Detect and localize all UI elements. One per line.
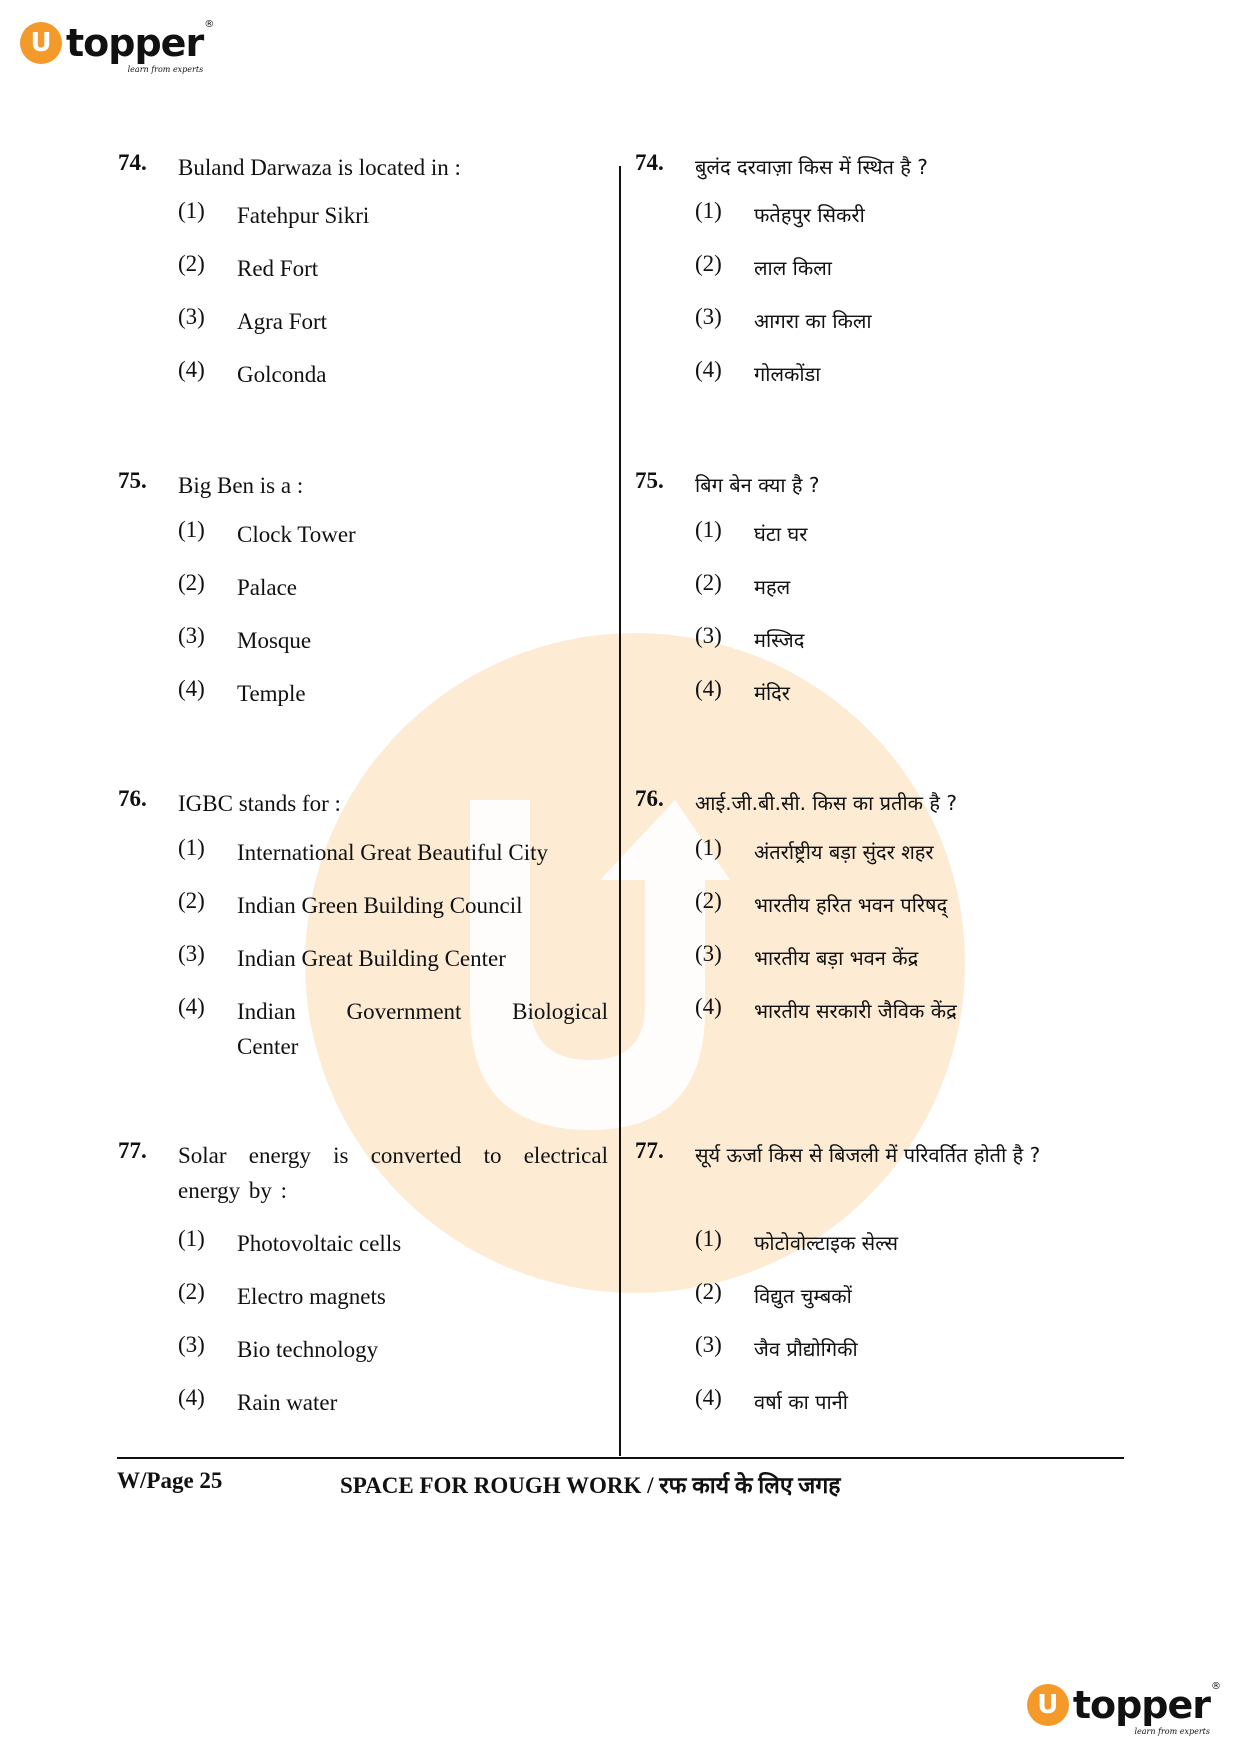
option-text: Indian Great Building Center [237,946,506,971]
option-text: Clock Tower [237,522,356,547]
option-text: भारतीय सरकारी जैविक केंद्र [754,999,957,1023]
option-number: (3) [178,1332,205,1357]
option-text: Indian Green Building Council [237,893,523,918]
option-number: (2) [178,1279,205,1304]
question-number: 75. [635,468,664,493]
logo-badge: U [20,22,62,64]
option-number: (4) [178,357,205,382]
option-text: विद्युत चुम्बकों [754,1284,852,1308]
option-text: Temple [237,681,306,706]
logo-wordmark [66,19,214,65]
column-divider [619,166,621,1456]
logo-name: topper [1072,1683,1210,1727]
option-number: (3) [178,623,205,648]
option-text: मस्जिद [754,628,805,652]
option-text: मंदिर [754,681,790,705]
option-number: (3) [695,623,722,648]
option-number: (3) [695,1332,722,1357]
logo-name: topper [66,21,204,65]
option-text: आगरा का किला [754,309,872,333]
logo-tagline: learn from experts [127,65,204,74]
option-text: Golconda [237,362,327,387]
question-text: आई.जी.बी.सी. किस का प्रतीक है ? [695,791,957,815]
option-number: (4) [178,994,205,1019]
question-number: 74. [635,150,664,175]
option-text: महल [754,575,791,599]
option-number: (2) [695,1279,722,1304]
option-number: (1) [695,517,722,542]
option-number: (1) [695,835,722,860]
option-text: Rain water [237,1390,338,1415]
option-number: (4) [695,676,722,701]
logo-tagline: learn from experts [1134,1727,1210,1736]
question-number: 76. [118,786,147,811]
option-number: (2) [178,251,205,276]
question-text: बिग बेन क्या है ? [695,473,820,497]
option-number: (2) [695,570,722,595]
option-number: (1) [178,198,205,223]
option-text: लाल किला [754,256,832,280]
question-number: 76. [635,786,664,811]
question-number: 74. [118,150,147,175]
option-number: (2) [695,251,722,276]
option-text: International Great Beautiful City [237,840,549,865]
option-text: गोलकोंडा [754,362,821,386]
option-number: (1) [695,1226,722,1251]
option-text: भारतीय बड़ा भवन केंद्र [754,946,919,970]
option-number: (1) [178,517,205,542]
topper-logo [20,19,214,74]
question-number: 77. [635,1138,664,1163]
option-number: (4) [695,357,722,382]
rough-work-note: SPACE FOR ROUGH WORK / रफ कार्य के लिए जगह [340,1473,841,1498]
option-text: घंटा घर [754,522,808,546]
option-text: Red Fort [237,256,319,281]
option-text: Fatehpur Sikri [237,203,370,228]
question-text: Solar energy is converted to electrical energy by : [178,1143,608,1203]
option-number: (3) [178,941,205,966]
question-text: Buland Darwaza is located in : [178,155,461,180]
option-number: (3) [178,304,205,329]
option-number: (3) [695,941,722,966]
option-text: अंतर्राष्ट्रीय बड़ा सुंदर शहर [754,840,934,864]
option-number: (4) [178,1385,205,1410]
question-text: Big Ben is a : [178,473,304,498]
option-text: फोटोवोल्टाइक सेल्स [754,1231,898,1255]
page-number: W/Page 25 [117,1468,223,1493]
option-number: (4) [178,676,205,701]
option-text: Electro magnets [237,1284,386,1309]
option-text: Indian Government Biological Center [237,999,608,1059]
option-text: फतेहपुर सिकरी [754,203,865,227]
logo-wordmark [1072,1681,1220,1727]
option-number: (4) [695,994,722,1019]
option-text: Palace [237,575,298,600]
logo-badge: U [1027,1684,1069,1726]
option-text: वर्षा का पानी [754,1390,848,1414]
topper-logo-bottom [1027,1681,1220,1736]
logo-registered: ® [204,19,214,30]
footer-rule [117,1457,1124,1459]
logo-registered: ® [1211,1681,1220,1692]
question-text: सूर्य ऊर्जा किस से बिजली में परिवर्तित होती है ? [695,1143,1041,1167]
option-text: Photovoltaic cells [237,1231,402,1256]
option-text: Mosque [237,628,312,653]
option-number: (3) [695,304,722,329]
question-text: बुलंद दरवाज़ा किस में स्थित है ? [695,155,928,179]
option-number: (1) [178,1226,205,1251]
option-number: (1) [178,835,205,860]
question-number: 77. [118,1138,147,1163]
option-number: (2) [695,888,722,913]
option-text: Agra Fort [237,309,328,334]
option-number: (2) [178,570,205,595]
option-number: (4) [695,1385,722,1410]
option-number: (1) [695,198,722,223]
question-text: IGBC stands for : [178,791,341,816]
question-number: 75. [118,468,147,493]
option-text: जैव प्रौद्योगिकी [754,1337,858,1361]
option-text: भारतीय हरित भवन परिषद् [754,893,948,917]
option-text: Bio technology [237,1337,379,1362]
option-number: (2) [178,888,205,913]
